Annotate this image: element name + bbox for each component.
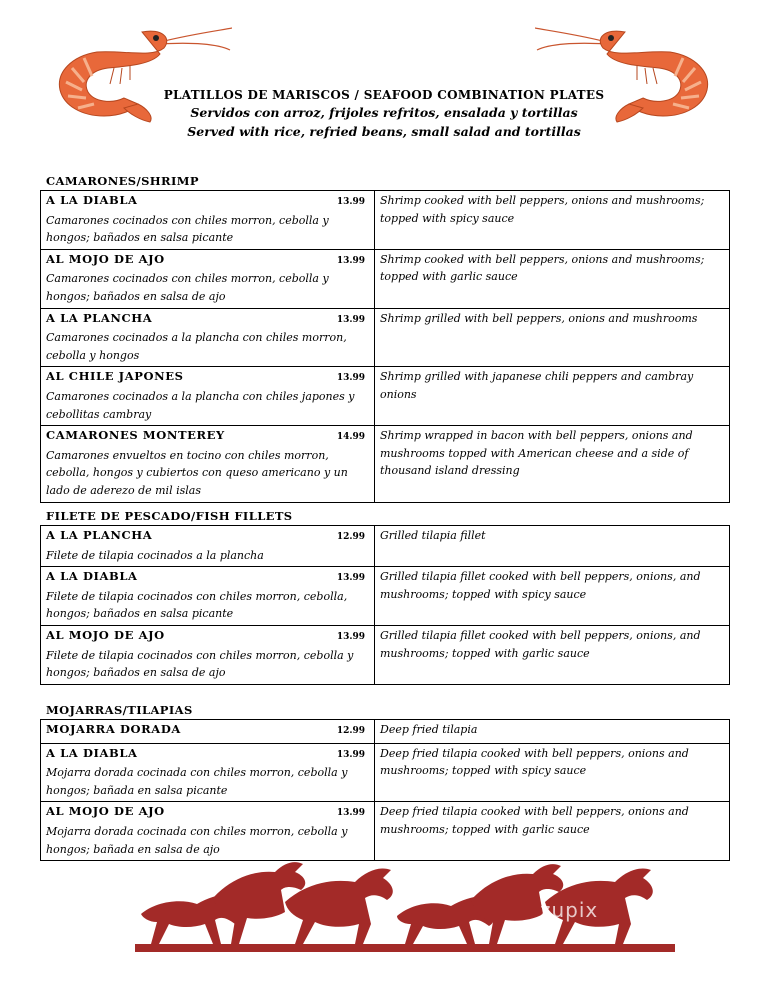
- dish-heading: [46, 427, 369, 447]
- dish-cell-spanish: [41, 720, 375, 744]
- dish-heading: [46, 627, 369, 647]
- dish-heading: [46, 310, 369, 330]
- dish-name: A LA DIABLA: [46, 569, 138, 584]
- dish-description-english: Shrimp grilled with japanese chili peppers and cambray onions: [375, 367, 730, 426]
- dish-heading: [46, 251, 369, 271]
- dish-price: 12.99: [336, 532, 365, 542]
- section-title: FILETE DE PESCADO/FISH FILLETS: [46, 509, 293, 523]
- dish-name: AL MOJO DE AJO: [46, 251, 165, 266]
- dish-cell-spanish: [41, 191, 375, 250]
- dish-cell-spanish: [41, 249, 375, 308]
- dish-heading: [46, 527, 369, 547]
- dish-heading: [46, 803, 369, 823]
- dish-description-spanish: Camarones cocinados con chiles morron, cebolla y hongos; bañados en salsa picante: [46, 213, 329, 245]
- dish-price: 13.99: [336, 749, 365, 760]
- table-row: [41, 191, 730, 250]
- menu-header: [0, 88, 768, 141]
- page-title: PLATILLOS DE MARISCOS / SEAFOOD COMBINATION PLATES: [163, 88, 605, 102]
- dish-name: A LA DIABLA: [46, 745, 138, 760]
- table-row: [41, 743, 730, 802]
- dish-description-english: Grilled tilapia fillet cooked with bell peppers, onions, and mushrooms; topped with garlic sauce: [375, 625, 730, 684]
- dish-description-spanish: Filete de tilapia cocinados a la plancha: [46, 548, 264, 562]
- dish-cell-spanish: [41, 743, 375, 802]
- table-row: [41, 249, 730, 308]
- section-title: CAMARONES/SHRIMP: [46, 174, 199, 188]
- dish-cell-spanish: [41, 367, 375, 426]
- dish-price: 13.99: [336, 197, 365, 207]
- dish-description-english: Shrimp grilled with bell peppers, onions and mushrooms: [375, 308, 730, 367]
- dish-description-spanish: Mojarra dorada cocinada con chiles morron, cebolla y hongos; bañada en salsa de ajo: [46, 824, 348, 856]
- dish-heading: [46, 368, 369, 388]
- dish-description-english: Grilled tilapia fillet: [375, 526, 730, 567]
- dish-description-english: Deep fried tilapia cooked with bell peppers, onions and mushrooms; topped with spicy sauce: [375, 743, 730, 802]
- dish-price: 14.99: [336, 432, 365, 443]
- dish-name: AL MOJO DE AJO: [46, 804, 165, 819]
- dish-description-spanish: Camarones cocinados con chiles morron, cebolla y hongos; bañados en salsa de ajo: [46, 272, 329, 303]
- dish-name: A LA DIABLA: [46, 193, 138, 207]
- menu-table: [40, 525, 730, 685]
- dish-name: MOJARRA DORADA: [46, 722, 181, 736]
- dish-cell-spanish: [41, 308, 375, 367]
- dish-description-english: Shrimp cooked with bell peppers, onions and mushrooms; topped with garlic sauce: [375, 249, 730, 308]
- table-row: [41, 720, 730, 744]
- dish-description-english: Grilled tilapia fillet cooked with bell peppers, onions, and mushrooms; topped with spicy sauce: [375, 567, 730, 626]
- table-row: [41, 526, 730, 567]
- dish-description-spanish: Filete de tilapia cocinados con chiles morron, cebolla y hongos; bañados en salsa de ajo: [46, 648, 354, 680]
- dish-description-english: Deep fried tilapia: [375, 720, 730, 744]
- dish-name: AL MOJO DE AJO: [46, 627, 165, 642]
- dish-heading: [46, 568, 369, 588]
- dish-price: 13.99: [336, 631, 365, 642]
- table-row: [41, 567, 730, 626]
- dish-heading: [46, 745, 369, 765]
- menu-table: [40, 190, 730, 503]
- dish-description-spanish: Camarones cocinados a la plancha con chiles japones y cebollitas cambray: [46, 389, 355, 421]
- dish-price: 13.99: [336, 314, 365, 325]
- dish-price: 13.99: [336, 808, 365, 819]
- subtitle-spanish: Servidos con arroz, frijoles refritos, ensalada y tortillas: [190, 105, 578, 120]
- dish-description-english: Shrimp wrapped in bacon with bell peppers, onions and mushrooms topped with American cheese and a side of thousand island dressing: [375, 426, 730, 502]
- dish-heading: [46, 721, 369, 741]
- menu-table: [40, 719, 730, 861]
- dish-description-english: Deep fried tilapia cooked with bell peppers, onions and mushrooms; topped with garlic sauce: [375, 802, 730, 861]
- table-row: [41, 308, 730, 367]
- dish-name: AL CHILE JAPONES: [46, 369, 184, 384]
- dish-description-spanish: Camarones envueltos en tocino con chiles morron, cebolla, hongos y cubiertos con queso americano y un lado de aderezo de mil islas: [46, 448, 348, 497]
- watermark: zupix: [540, 898, 599, 922]
- dish-name: A LA PLANCHA: [46, 528, 153, 542]
- section-title: MOJARRAS/TILAPIAS: [46, 703, 193, 717]
- dish-heading: [46, 192, 369, 212]
- dish-description-spanish: Mojarra dorada cocinada con chiles morron, cebolla y hongos; bañada en salsa picante: [46, 766, 348, 797]
- table-row: [41, 426, 730, 502]
- dish-description-spanish: Camarones cocinados a la plancha con chiles morron, cebolla y hongos: [46, 331, 347, 362]
- dish-cell-spanish: [41, 567, 375, 626]
- dish-price: 12.99: [336, 726, 365, 736]
- dish-cell-spanish: [41, 802, 375, 861]
- dish-name: A LA PLANCHA: [46, 310, 153, 325]
- dish-description-spanish: Filete de tilapia cocinados con chiles morron, cebolla, hongos; bañados en salsa picante: [46, 589, 348, 621]
- dish-cell-spanish: [41, 526, 375, 567]
- dish-price: 13.99: [336, 573, 365, 584]
- dish-price: 13.99: [336, 373, 365, 384]
- dish-cell-spanish: [41, 625, 375, 684]
- dish-name: CAMARONES MONTEREY: [46, 428, 225, 443]
- dish-price: 13.99: [336, 255, 365, 266]
- dish-cell-spanish: [41, 426, 375, 502]
- table-row: [41, 625, 730, 684]
- table-row: [41, 367, 730, 426]
- table-row: [41, 802, 730, 861]
- dish-description-english: Shrimp cooked with bell peppers, onions and mushrooms; topped with spicy sauce: [375, 191, 730, 250]
- subtitle-english: Served with rice, refried beans, small salad and tortillas: [187, 124, 581, 139]
